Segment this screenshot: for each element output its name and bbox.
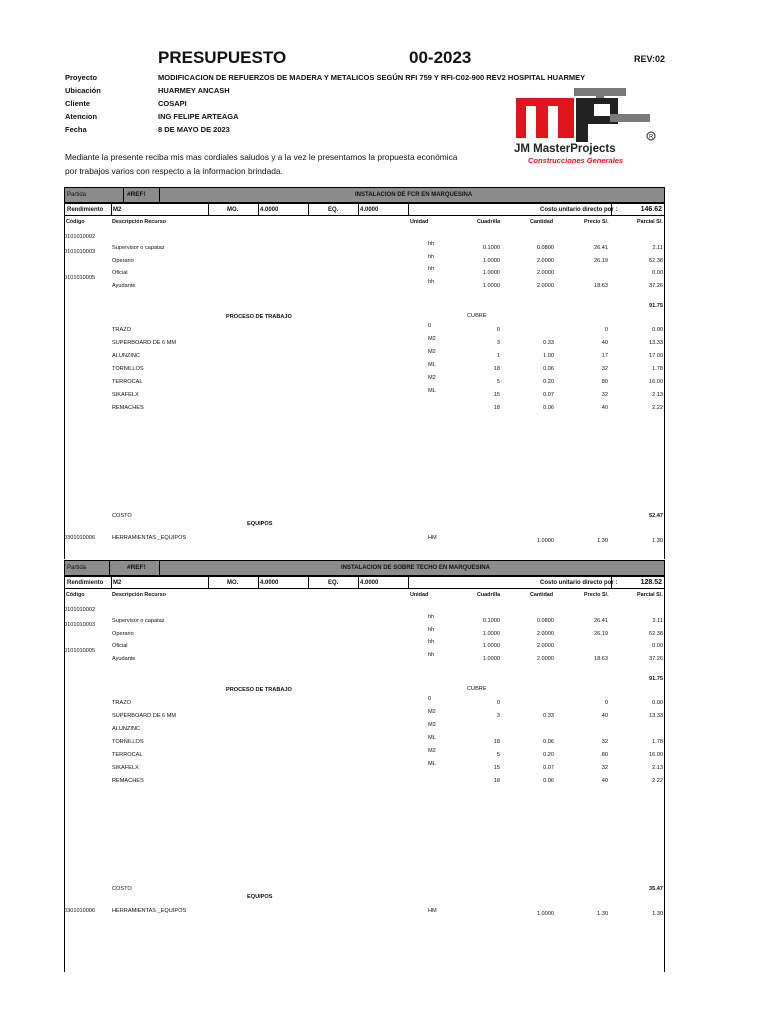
resource-description: Ayudante — [112, 656, 136, 662]
costo-total: 35.47 — [649, 886, 663, 892]
material-price: 80 — [601, 752, 608, 758]
material-row — [64, 390, 665, 402]
material-partial: 13.33 — [649, 340, 663, 346]
resource-price: 26.41 — [594, 245, 608, 251]
material-row — [64, 338, 665, 350]
resource-price: 26.19 — [594, 258, 608, 264]
material-partial: 0.00 — [652, 700, 663, 706]
field-label: Proyecto — [65, 73, 98, 82]
material-partial: 1.78 — [652, 366, 663, 372]
material-crew: 3 — [496, 340, 500, 346]
material-unit: M2 — [428, 349, 436, 355]
material-partial: 1.78 — [652, 739, 663, 745]
material-quantity: 0.06 — [543, 366, 554, 372]
material-row — [64, 737, 665, 749]
material-description: REMACHES — [112, 778, 144, 784]
cubre-label: CUBRE — [467, 686, 487, 692]
labor-row — [64, 607, 665, 628]
equipment-partial: 1.30 — [652, 538, 663, 544]
resource-partial: 52.38 — [649, 258, 663, 264]
equipment-price: 1.30 — [597, 911, 608, 917]
resource-price: 18.63 — [594, 283, 608, 289]
material-price: 32 — [601, 392, 608, 398]
resource-quantity: 0.0800 — [536, 245, 554, 251]
material-description: SUPERBOARD DE 6 MM — [112, 340, 177, 346]
partida-title: INSTALACION DE FCR EN MARQUESINA — [355, 192, 473, 198]
equipment-price: 1.30 — [597, 538, 608, 544]
resource-description: Oficial — [112, 270, 128, 276]
labor-row — [64, 648, 665, 666]
equipment-quantity: 1.0000 — [536, 911, 554, 917]
resource-crew: 1.0000 — [482, 643, 500, 649]
material-price: 17 — [601, 353, 608, 359]
resource-price: 26.41 — [594, 618, 608, 624]
resource-code: 0101010003 — [64, 622, 96, 628]
material-crew: 0 — [496, 700, 500, 706]
unit-cost: 128.52 — [640, 579, 662, 586]
resource-crew: 0.1000 — [482, 618, 500, 624]
material-quantity: 0.06 — [543, 739, 554, 745]
material-unit: ML — [428, 735, 436, 741]
material-quantity: 0.07 — [543, 765, 554, 771]
partida-bar: Partida #REF! INSTALACION DE SOBRE TECHO EN MARQUESINA — [64, 560, 665, 576]
process-heading: PROCESO DE TRABAJO — [226, 314, 292, 320]
material-crew: 18 — [493, 778, 500, 784]
resource-quantity: 2.0000 — [536, 270, 554, 276]
document-title: PRESUPUESTO — [158, 48, 287, 67]
resource-code: 0101010005 — [64, 648, 96, 654]
resource-price: 18.63 — [594, 656, 608, 662]
cubre-label: CUBRE — [467, 313, 487, 319]
material-crew: 0 — [496, 327, 500, 333]
equipment-row — [64, 535, 665, 547]
material-row — [64, 711, 665, 723]
material-crew: 18 — [493, 739, 500, 745]
material-quantity: 0.20 — [543, 379, 554, 385]
material-description: TRAZO — [112, 327, 131, 333]
client-value: COSAPI — [158, 99, 187, 108]
equipment-code: 0301010006 — [64, 535, 96, 541]
material-row — [64, 724, 665, 736]
resource-crew: 1.0000 — [482, 631, 500, 637]
budget-section — [64, 187, 665, 559]
material-price: 40 — [601, 405, 608, 411]
resource-crew: 1.0000 — [482, 258, 500, 264]
material-quantity: 0.06 — [543, 405, 554, 411]
process-heading: PROCESO DE TRABAJO — [226, 687, 292, 693]
material-partial: 16.00 — [649, 379, 663, 385]
resource-unit: hh — [428, 279, 435, 285]
material-row — [64, 364, 665, 376]
material-description: ALUNZINC — [112, 353, 140, 359]
material-partial: 2.13 — [652, 392, 663, 398]
intro-line: Mediante la presente reciba mis mas cordiales saludos y a la vez le presentamos la propuesta económica — [65, 152, 458, 162]
resource-unit: hh — [428, 266, 435, 272]
resource-partial: 37.26 — [649, 656, 663, 662]
material-row — [64, 763, 665, 775]
material-description: SIKAFELX — [112, 392, 139, 398]
resource-price: 26.19 — [594, 631, 608, 637]
equipment-quantity: 1.0000 — [536, 538, 554, 544]
resource-crew: 0.1000 — [482, 245, 500, 251]
equipos-heading: EQUIPOS — [247, 894, 273, 900]
material-unit: M2 — [428, 722, 436, 728]
resource-unit: hh — [428, 241, 435, 247]
resource-partial: 0.00 — [652, 270, 663, 276]
resource-partial: 2.11 — [652, 618, 663, 624]
partida-id: #REF! — [127, 564, 146, 571]
material-unit: M2 — [428, 709, 436, 715]
budget-number: 00-2023 — [409, 48, 472, 67]
partida-id: #REF! — [127, 191, 146, 198]
material-unit: 0 — [428, 696, 432, 702]
svg-text:R: R — [649, 134, 654, 141]
resource-description: Oficial — [112, 643, 128, 649]
material-quantity: 0.33 — [543, 340, 554, 346]
material-partial: 16.00 — [649, 752, 663, 758]
labor-row — [64, 249, 665, 268]
resource-partial: 37.26 — [649, 283, 663, 289]
costo-label: COSTO — [112, 886, 132, 892]
labor-row — [64, 622, 665, 641]
equipment-description: HERRAMIENTAS _EQUIPOS — [112, 908, 187, 914]
intro-line: por trabajos varios con respecto a la informacion brindada. — [65, 166, 283, 176]
resource-unit: hh — [428, 652, 435, 658]
material-row — [64, 377, 665, 389]
material-crew: 15 — [493, 392, 500, 398]
logo-tagline: Construcciones Generales — [528, 156, 624, 165]
resource-description: Ayudante — [112, 283, 136, 289]
material-quantity: 0.33 — [543, 713, 554, 719]
date-value: 8 DE MAYO DE 2023 — [158, 125, 230, 134]
material-unit: ML — [428, 362, 436, 368]
material-price: 32 — [601, 739, 608, 745]
column-headers: Código Descripción Recurso Unidad Cuadrilla Cantidad Precio S/. Parcial S/. — [66, 219, 663, 225]
material-description: SIKAFELX — [112, 765, 139, 771]
resource-crew: 1.0000 — [482, 270, 500, 276]
material-description: SUPERBOARD DE 6 MM — [112, 713, 177, 719]
location-value: HUARMEY ANCASH — [158, 86, 230, 95]
material-row — [64, 776, 665, 788]
material-unit: ML — [428, 388, 436, 394]
resource-partial: 52.38 — [649, 631, 663, 637]
material-description: TORNILLOS — [112, 739, 144, 745]
equipment-unit: HM — [428, 908, 437, 914]
material-crew: 3 — [496, 713, 500, 719]
material-partial: 17.00 — [649, 353, 663, 359]
resource-unit: hh — [428, 254, 435, 260]
material-description: REMACHES — [112, 405, 144, 411]
budget-section — [64, 560, 665, 972]
resource-code: 0101010002 — [64, 234, 96, 240]
equipment-unit: HM — [428, 535, 437, 541]
column-headers: Código Descripción Recurso Unidad Cuadrilla Cantidad Precio S/. Parcial S/. — [66, 592, 663, 598]
material-price: 32 — [601, 366, 608, 372]
equipment-row — [64, 908, 665, 920]
resource-quantity: 2.0000 — [536, 656, 554, 662]
rendimiento-row: Rendimiento M2 MO. 4.0000 EQ. 4.0000 Costo unitario directo por : 146.62 — [64, 203, 665, 216]
resource-description: Operario — [112, 258, 134, 264]
equipos-heading: EQUIPOS — [247, 521, 273, 527]
project-value: MODIFICACION DE REFUERZOS DE MADERA Y METALICOS SEGÚN RFI 759 Y RFI-C02-900 REV2 HOSPITAL HUARMEY — [158, 73, 586, 82]
partida-title: INSTALACION DE SOBRE TECHO EN MARQUESINA — [341, 565, 490, 571]
material-description: TRAZO — [112, 700, 131, 706]
resource-unit: hh — [428, 627, 435, 633]
material-crew: 1 — [496, 353, 500, 359]
equipment-description: HERRAMIENTAS _EQUIPOS — [112, 535, 187, 541]
material-description: TERROCAL — [112, 752, 143, 758]
resource-partial: 2.11 — [652, 245, 663, 251]
unit-cost: 146.62 — [640, 206, 662, 213]
material-crew: 18 — [493, 405, 500, 411]
material-partial: 2.22 — [652, 405, 663, 411]
rendimiento-row: Rendimiento M2 MO. 4.0000 EQ. 4.0000 Costo unitario directo por : 128.52 — [64, 576, 665, 589]
material-quantity: 0.20 — [543, 752, 554, 758]
material-quantity: 0.07 — [543, 392, 554, 398]
material-crew: 18 — [493, 366, 500, 372]
material-partial: 2.13 — [652, 765, 663, 771]
labor-row — [64, 234, 665, 255]
resource-quantity: 2.0000 — [536, 643, 554, 649]
field-label: Fecha — [65, 125, 87, 134]
material-price: 32 — [601, 765, 608, 771]
resource-description: Supervisor o capataz — [112, 618, 165, 624]
material-row — [64, 351, 665, 363]
material-price: 40 — [601, 340, 608, 346]
resource-quantity: 2.0000 — [536, 631, 554, 637]
resource-crew: 1.0000 — [482, 656, 500, 662]
resource-quantity: 0.0800 — [536, 618, 554, 624]
material-row — [64, 325, 665, 337]
resource-crew: 1.0000 — [482, 283, 500, 289]
equipment-code: 0301010006 — [64, 908, 96, 914]
material-crew: 15 — [493, 765, 500, 771]
material-crew: 5 — [496, 379, 500, 385]
resource-code: 0101010003 — [64, 249, 96, 255]
material-description: ALUNZINC — [112, 726, 140, 732]
equipment-partial: 1.30 — [652, 911, 663, 917]
field-label: Cliente — [65, 99, 91, 108]
material-price: 80 — [601, 379, 608, 385]
material-unit: M2 — [428, 748, 436, 754]
resource-unit: hh — [428, 639, 435, 645]
resource-quantity: 2.0000 — [536, 258, 554, 264]
material-row — [64, 750, 665, 762]
material-partial: 13.33 — [649, 713, 663, 719]
material-price: 0 — [604, 327, 608, 333]
resource-description: Supervisor o capataz — [112, 245, 165, 251]
resource-code: 0101010002 — [64, 607, 96, 613]
material-unit: M2 — [428, 375, 436, 381]
labor-row — [64, 275, 665, 293]
material-partial: 0.00 — [652, 327, 663, 333]
labor-total: 91.75 — [649, 676, 663, 682]
material-price: 0 — [604, 700, 608, 706]
resource-description: Operario — [112, 631, 134, 637]
material-row — [64, 698, 665, 710]
material-description: TERROCAL — [112, 379, 143, 385]
resource-partial: 0.00 — [652, 643, 663, 649]
partida-bar: Partida #REF! INSTALACION DE FCR EN MARQUESINA — [64, 187, 665, 203]
material-unit: 0 — [428, 323, 432, 329]
labor-row — [64, 268, 665, 280]
material-row — [64, 403, 665, 415]
material-quantity: 0.06 — [543, 778, 554, 784]
revision-label: REV:02 — [634, 54, 666, 64]
material-unit: M2 — [428, 336, 436, 342]
field-label: Ubicación — [65, 86, 101, 95]
material-partial: 2.22 — [652, 778, 663, 784]
resource-unit: hh — [428, 614, 435, 620]
resource-code: 0101010005 — [64, 275, 96, 281]
material-crew: 5 — [496, 752, 500, 758]
material-quantity: 1.00 — [543, 353, 554, 359]
logo-name: JM MasterProjects — [514, 143, 616, 155]
costo-label: COSTO — [112, 513, 132, 519]
material-unit: ML — [428, 761, 436, 767]
intro-text — [65, 150, 457, 178]
material-description: TORNILLOS — [112, 366, 144, 372]
company-logo — [514, 84, 664, 166]
attention-value: ING FELIPE ARTEAGA — [158, 112, 239, 121]
material-price: 40 — [601, 778, 608, 784]
costo-total: 52.47 — [649, 513, 663, 519]
material-price: 40 — [601, 713, 608, 719]
field-label: Atencion — [65, 112, 98, 121]
labor-row — [64, 641, 665, 653]
resource-quantity: 2.0000 — [536, 283, 554, 289]
labor-total: 91.75 — [649, 303, 663, 309]
